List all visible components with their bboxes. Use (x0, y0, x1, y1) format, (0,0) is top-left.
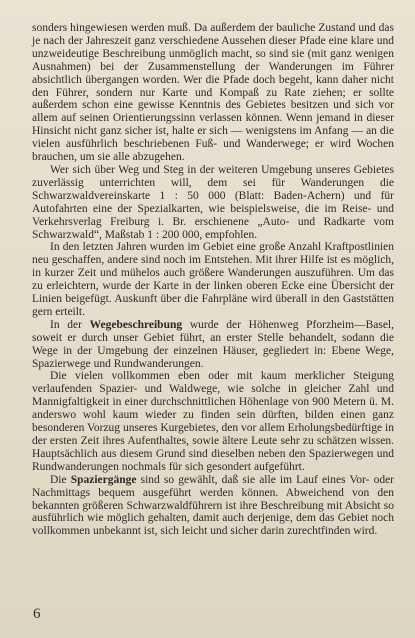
paragraph-p5 (32, 370, 394, 473)
paragraph-p2 (32, 164, 394, 241)
bold-term: Wegebeschreibung (89, 318, 183, 331)
text-run: Wer sich über Weg und Steg in der weiteren Umgebung unseres Gebietes zuverlässig unterrichten will, dem sei für Wanderungen die Schwarzwaldvereinskarte 1 : 50 000 (Blatt: Baden-Achern) und für Autofahrten eine der Spezialkarten, wie beispielsweise, die im Reise- und Verkehrsverlag Freiburg i. Br. erschienene „Auto- und Radkarte vom Schwarzwald“, Maßstab 1 : 200 000, empfohlen. (32, 163, 394, 241)
text-run: In der (50, 318, 90, 331)
text-run: sonders hingewiesen werden muß. Da außerdem der bauliche Zustand und das je nach der Jahreszeit ganz verschiedene Aussehen dieser Pfade eine klare und unzweideutige Beschreibung unmöglich macht, so sind sie (mit ganz wenigen Ausnahmen) bei der Zusammenstellung der Wanderungen im Führer absichtlich übergangen worden. Wer die Pfade doch begeht, kann daher nicht den Führer, sondern nur Karte und Kompaß zu Rate ziehen; er sollte außerdem schon eine gewisse Kenntnis des Gebietes besitzen und sich vor allem auf seinen Orientierungssinn verlassen können. Wenn jemand in dieser Hinsicht nicht ganz sicher ist, halte er sich — wenigstens im Anfang — an die vielen ausführlich beschriebenen Fuß- und Wanderwege; er wird Wochen brauchen, um sie alle abzugehen. (32, 22, 394, 164)
body-text (32, 22, 394, 538)
text-run: sind so gewählt, daß sie alle im Lauf eines Vor- oder Nachmittags bequem ausgeführt werden können. Abweichend von den bekannten größeren Schwarzwaldführern ist ihre Beschreibung mit Absicht so ausführlich wie möglich gehalten, damit auch derjenige, dem das Gebiet noch vollkommen unbekannt ist, sich leicht und sicher darin zurechtfinden wird. (32, 473, 395, 538)
paragraph-p1 (32, 22, 394, 164)
paragraph-p6 (32, 474, 394, 539)
paragraph-p4 (32, 319, 394, 371)
page-number: 6 (33, 606, 41, 622)
text-run: In den letzten Jahren wurden im Gebiet eine große Anzahl Kraftpostlinien neu geschaffen, andere sind noch im Entstehen. Mit ihrer Hilfe ist es möglich, in kurzer Zeit und mühelos auch größere Wanderungen auszuführen. Um das zu erleichtern, wurde der Karte in der linken oberen Ecke eine Übersicht der Linien beigefügt. Auskunft über die Fahrpläne wird überall in den Gaststätten gern erteilt. (32, 241, 394, 318)
text-run: Die (50, 473, 71, 486)
paragraph-p3 (32, 241, 394, 318)
text-run: Die vielen vollkommen eben oder mit kaum merklicher Steigung verlaufenden Spazier- und Waldwege, wie solche in gleicher Zahl und Mannigfaltigkeit in einer durchschnittlichen Höhenlage von 900 Metern ü. M. anderswo wohl kaum wieder zu finden sein dürften, bilden einen ganz besonderen Vorzug unseres Kurgebietes, den vor allem Erholungsbedürftige in der ersten Zeit ihres Aufenthaltes, sowie ältere Leute sehr zu schätzen wissen. Hauptsächlich aus diesem Grund sind dieselben neben den Spazierwegen und Rundwanderungen nochmals für sich gesondert aufgeführt. (32, 370, 394, 473)
text-run: wurde der Höhenweg Pforzheim—Basel, soweit er durch unser Gebiet führt, an erster Stelle behandelt, sodann die Wege in der Umgebung der einzelnen Häuser, gegliedert in: Ebene Wege, Spazierwege und Rundwanderungen. (32, 318, 394, 370)
bold-term: Spaziergänge (70, 473, 137, 486)
